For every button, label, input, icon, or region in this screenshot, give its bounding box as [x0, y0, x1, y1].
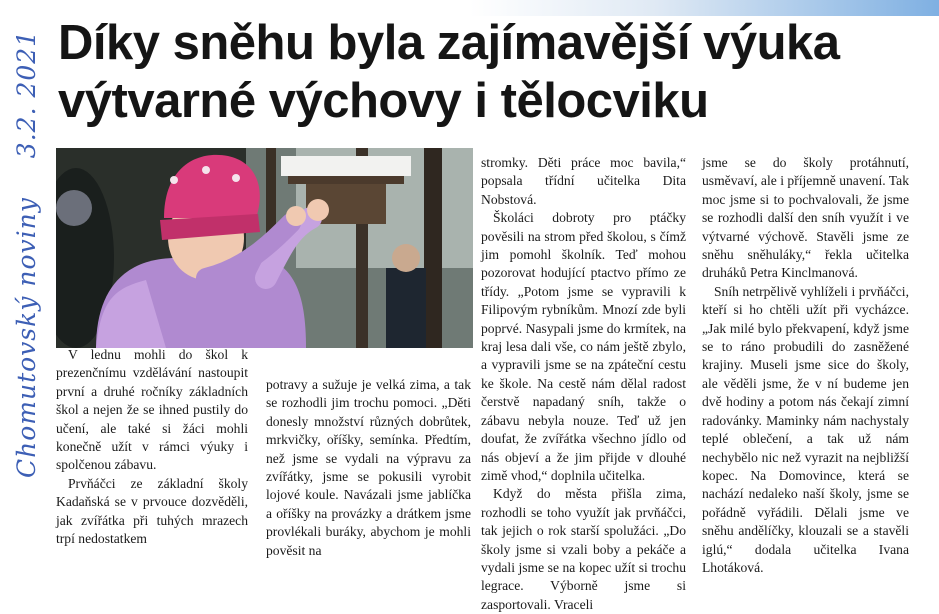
handwritten-source: Chomutovský noviny: [12, 197, 41, 478]
paragraph: stromky. Děti práce moc bavila,“ popsala třídní učitelka Dita Nobstová.: [481, 155, 686, 207]
headline-line-2: výtvarné výchovy i tělocviku: [58, 74, 709, 128]
handwritten-source-note: [12, 29, 52, 478]
headline-line-1: Díky sněhu byla zajímavější výuka: [58, 16, 840, 70]
paragraph: Sníh netrpělivě vyhlíželi i prvňáčci, kteří si ho chtěli užít při vycházce. „Jak milé bylo překvapení, když jsme se to ráno probudili do zasněžené krajiny. Museli jsme sice do školy, ale věděli jsme, že v ní budeme jen dvě hodiny a potom nás čekají zimní radovánky. Maminky nám nachystaly teplé oblečení, a tak už nám nechybělo nic než vyrazit na nejbližší kopec. Na Domovince, která se nachází nedaleko naší školy, jsme se pořádně vyřádili. Dělali jsme ve sněhu andělíčky, klouzali se a stavěli iglú,“ dodala učitelka Ivana Lhotáková.: [702, 283, 909, 575]
paragraph: V lednu mohli do škol k prezenčnímu vzdělávání nastoupit první a druhé ročníky základních škol a nejen že se ihned pustily do učení, ale také si žáci mohli konečně užít v rámci výuky i spolčenou zábavu.: [56, 347, 248, 473]
article-photo: [56, 148, 473, 348]
paragraph: Školáci dobroty pro ptáčky pověsili na strom před školou, s čímž jim pomohl školník. Teď mohou pozorovat hodující ptactvo přímo ze třídy. „Potom jsme se vypravili k Filipovým rybníkům. Mnozí zde byli poprvé. Nasypali jsme do krmítek, na kraj lesa dali vše, co nám ještě zbylo, a vypravili jsme se na zpáteční cestu ke škole. Na cestě nám dělal radost čerstvě napadaný sníh, takže o zábavu nebyla nouze. Teď už jen doufat, že zvířátka všechno jídlo od nás objeví a že jim přijde v dlouhé zimě vhod,“ doplnila učitelka.: [481, 210, 686, 483]
text-column-2: [266, 376, 471, 560]
text-column-3: [481, 154, 686, 614]
paragraph: jsme se do školy protáhnutí, usměvaví, ale i příjemně unavení. Tak moc jsme si to pochvalovali, že jsme se rozhodli další den sníh využít i ve výtvarné výchově. Stavěli jsme ze sněhu sněhuláky,“ řekla učitelka druháků Petra Kinclmanová.: [702, 155, 909, 281]
photo-children-bird-feeder-icon: [56, 148, 473, 348]
text-column-4: [702, 154, 909, 577]
paragraph: Prvňáčci ze základní školy Kadaňská se v prvouce dozvěděli, jak zvířátka při tuhých mrazech trpí nedostatkem: [56, 475, 248, 547]
paragraph: Když do města přišla zima, rozhodli se toho využít jak prvňáčci, tak jejich o rok starší spolužáci. „Do školy jsme si vzali boby a pekáče a vydali jsme se na kopec užít si trochu legrace. Výborně jsme si zasportovali. Vraceli: [481, 486, 686, 612]
article-headline: [58, 14, 928, 130]
handwritten-date: 3.2. 2021: [12, 29, 41, 159]
text-column-1: [56, 346, 248, 548]
paragraph: potravy a sužuje je velká zima, a tak se rozhodli jim trochu pomoci. „Děti donesly množství různých dobrůtek, mrkvičky, oříšky, semínka. Předtím, než jsme se vydali na výpravu za zvířátky, jsme se pokusili vyrobit lojové koule. Navázali jsme jablíčka a oříšky na provázky a drátkem jsme provlékali buráky, abychom je mohli pověsit na: [266, 377, 471, 558]
